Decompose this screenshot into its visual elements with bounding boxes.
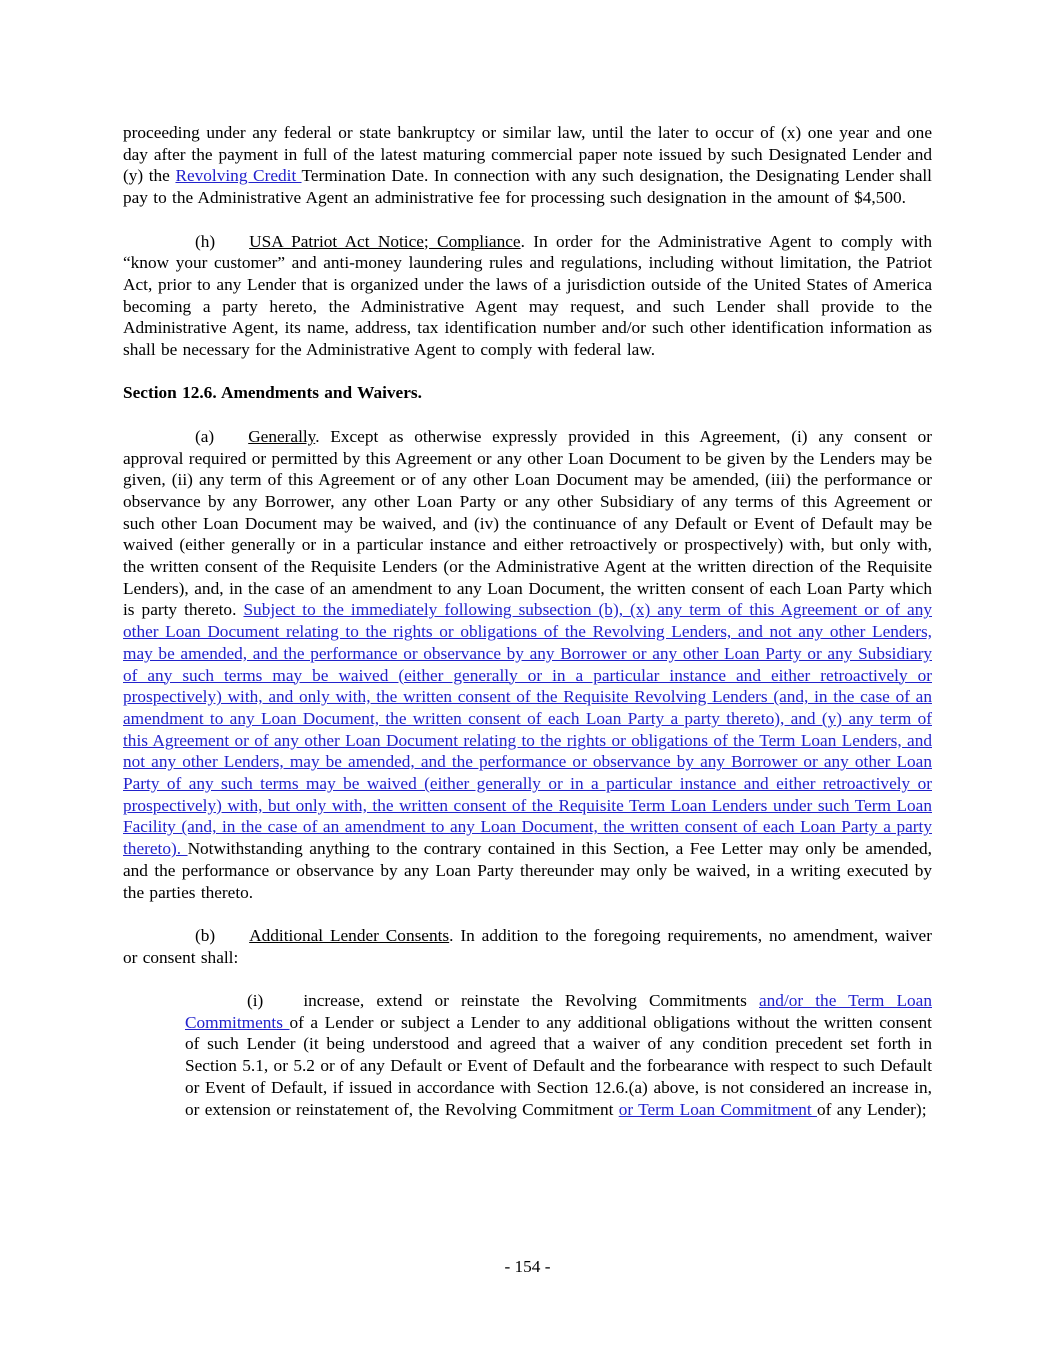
underlined-heading-run: Generally [248,426,316,446]
paragraph-h-usa-patriot-act [123,231,932,361]
page-number: - 154 - [504,1257,551,1276]
text-run: (a) [195,426,215,446]
text-run: (b) [195,925,216,945]
text-run: (h) [195,231,216,251]
text-run: Termination Date. In connection with any such designation, the Designating Lender shall pay to the Administrative Agent an administrative fee for processing such designation in the amount of $4,500. [123,166,932,208]
text-run: (i) [247,991,264,1011]
inserted-text-run: Revolving Credit [175,166,302,186]
text-run: of any Lender); [817,1099,927,1119]
paragraph-designated-lender-continuation [123,122,932,209]
text-run: . In order for the Administrative Agent to comply with “know your customer” and anti-money laundering rules and regulations, including without limitation, the Patriot Act, prior to any Lender that is organized under the laws of a jurisdiction outside of the United States of America becoming a party hereto, the Administrative Agent may request, and such Lender shall provide to the Administrative Agent, its name, address, tax identification number and/or such other identification information as shall be necessary for the Administrative Agent to comply with federal law. [123,231,932,360]
text-run: . Except as otherwise expressly provided in this Agreement, (i) any consent or approval required or permitted by this Agreement or any other Loan Document to be given by the Lenders may be given, (ii) any term of this Agreement or of any other Loan Document may be amended, (iii) the performance or observance by any Borrower, any other Loan Party or any other Subsidiary of any terms of this Agreement or such other Loan Document may be waived, and (iv) the continuance of any Default or Event of Default may be waived (either generally or in a particular instance and either retroactively or prospectively) with, but only with, the written consent of the Requisite Lenders (or the Administrative Agent at the written direction of the Requisite Lenders), and, in the case of an amendment to any Loan Document, the written consent of each Loan Party which is party thereto. [123,426,932,620]
text-run: of a Lender or subject a Lender to any additional obligations without the written consent of such Lender (it being understood and agreed that a waiver of any condition precedent set forth in Section 5.1, or 5.2 or of any Default or Event of Default and the forbearance with respect to such Default or Event of Default, if issued in accordance with Section 12.6.(a) above, is not considered an increase in, or extension or reinstatement of, the Revolving Commitment [185,1012,932,1119]
bold-text-run: Section 12.6. Amendments and Waivers. [123,383,422,403]
paragraph-i-increase-extend-reinstate [185,990,932,1120]
inserted-text-run: and/or the Term Loan Commitments [185,991,932,1032]
inserted-text-run: Subject to the immediately following subsection (b), (x) any term of this Agreement or of any other Loan Document relating to the rights or obligations of the Revolving Lenders, and not any other Lenders, may be amended, and the performance or observance by any Borrower or any other Loan Party or any Subsidiary of any such terms may be waived (either generally or in a particular instance and either retroactively or prospectively) with, and only with, the written consent of the Requisite Revolving Lenders (and, in the case of an amendment to any Loan Document, the written consent of each Loan Party a party thereto), and (y) any term of this Agreement or of any other Loan Document relating to the rights or obligations of the Term Loan Lenders, and not any other Lenders, may be amended, and the performance or observance by any Borrower or any other Loan Party of any such terms may be waived (either generally or in a particular instance and either retroactively or prospectively) with, but only with, the written consent of the Requisite Term Loan Lenders under such Term Loan Facility (and, in the case of an amendment to any Loan Document, the written consent of each Loan Party a party thereto). [123,600,932,859]
text-run: Notwithstanding anything to the contrary contained in this Section, a Fee Letter may only be amended, and the performance or observance by any Loan Party thereunder may only be waived, in a writing executed by the parties thereto. [123,839,932,902]
heading-section-12-6 [123,382,932,404]
text-run: increase, extend or reinstate the Revolving Commitments [303,991,759,1011]
paragraph-b-additional-lender-consents [123,925,932,968]
text-run: proceeding under any federal or state bankruptcy or similar law, until the later to occur of (x) one year and one day after the payment in full of the latest maturing commercial paper note issued by such Designated Lender and (y) the [123,123,932,186]
underlined-heading-run: Additional Lender Consents [249,925,450,945]
paragraph-a-generally [123,426,932,903]
inserted-text-run: or Term Loan Commitment [618,1099,818,1119]
underlined-heading-run: USA Patriot Act Notice; Compliance [249,231,521,251]
text-run: . In addition to the foregoing requirements, no amendment, waiver or consent shall: [123,925,932,967]
document-body [123,122,932,1120]
